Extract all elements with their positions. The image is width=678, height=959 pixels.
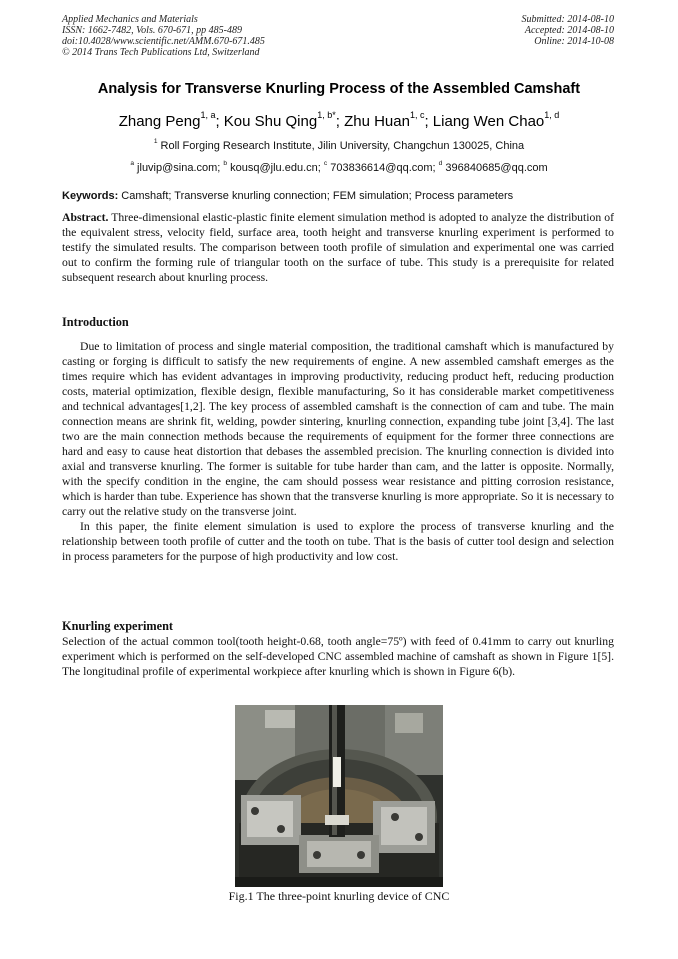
keywords-label: Keywords: <box>62 190 119 202</box>
email-list <box>0 162 678 174</box>
journal-header <box>62 14 265 58</box>
introduction-body <box>62 339 614 564</box>
author-separator: ; <box>424 113 433 130</box>
author-affiliation-mark: 1, b* <box>317 110 336 121</box>
knurling-body <box>62 634 614 679</box>
paper-title: Analysis for Transverse Knurling Process of the Assembled Camshaft <box>97 81 581 97</box>
section-heading-knurling-experiment: Knurling experiment <box>62 619 174 633</box>
online-date: Online: 2014-10-08 <box>534 36 614 47</box>
email-mark: b <box>223 160 228 168</box>
author-name: Zhu Huan <box>344 113 410 130</box>
copyright-line: © 2014 Trans Tech Publications Ltd, Switzerland <box>62 47 260 58</box>
dates-header <box>522 14 615 47</box>
affiliation-text: Roll Forging Research Institute, Jilin University, Changchun 130025, China <box>157 140 525 152</box>
abstract-label: Abstract. <box>62 211 109 224</box>
paragraph: In this paper, the finite element simulation is used to explore the process of transverse knurling and the relationship between tooth profile of cutter and the tooth on tube. That is the basis of cutter tool design and selection in process parameters for the purpose of high productivity and low cost. <box>62 520 614 563</box>
email-address[interactable]: kousq@jlu.edu.cn; <box>227 162 324 174</box>
author-separator: ; <box>215 113 224 130</box>
author-name: Liang Wen Chao <box>432 113 545 130</box>
email-address[interactable]: 703836614@qq.com; <box>327 162 439 174</box>
abstract <box>62 210 614 285</box>
abstract-text: Three-dimensional elastic-plastic finite element simulation method is adopted to analyze the distribution of the equivalent stress, velocity field, surface area, tooth height and transverse knurling experiment is performed to testify the simulated results. The comparison between tooth profile of simulation and experimental one was carried out to confirm the forming rule of triangular tooth on the surface of tube. This study is a prerequisite for related subsequent research about knurling process. <box>62 211 614 284</box>
author-affiliation-mark: 1, d <box>544 110 560 121</box>
issn-line: ISSN: 1662-7482, Vols. 670-671, pp 485-489 <box>62 25 242 36</box>
journal-name: Applied Mechanics and Materials <box>62 14 198 25</box>
author-affiliation-mark: 1, c <box>409 110 425 121</box>
author-affiliation-mark: 1, a <box>200 110 216 121</box>
figure-1-caption: Fig.1 The three-point knurling device of CNC <box>228 889 450 903</box>
author-name: Zhang Peng <box>118 113 201 130</box>
email-address[interactable]: 396840685@qq.com <box>442 162 548 174</box>
email-mark: a <box>130 160 134 168</box>
figure-1-photo <box>235 705 443 887</box>
email-mark: d <box>438 160 443 168</box>
author-separator: ; <box>335 113 345 130</box>
paragraph: Due to limitation of process and single material composition, the traditional camshaft which is manufactured by casting or forging is difficult to satisfy the new requirements of engine. A new assembled camshaft emerges as the times require which has evident advantages in improving productivity, reducing product heft, reducing production costs, material optimization, flexible design, flexible manufacturing, So it has considerable market competitiveness and technical advantages[1,2]. The key process of assembled camshaft is the connection of cam and tube. The main connection means are shrink fit, welding, powder sintering, knurling connection, expanding tube joint [3,4]. The last two are the main connection methods because the requirements of equipment for the former three connections are hard and easy to cause heat distortion that debases the assembled precision. The knurling connection is divided into axial and transverse knurling. The former is suitable for tube harder than cam, and the latter is opposite. Normally, with the specify condition in the engine, the cam should possess wear resistance and pitting corrosion resistance, which is harder than tube. Experience has shown that the transverse knurling is more appropriate. So it is necessary to carry out the relative study on the transverse joint. <box>62 340 614 518</box>
submitted-date: Submitted: 2014-08-10 <box>521 14 614 25</box>
section-heading-introduction: Introduction <box>62 315 129 329</box>
email-mark: c <box>323 160 328 168</box>
author-list <box>0 110 678 130</box>
author-name: Kou Shu Qing <box>223 113 318 130</box>
email-address[interactable]: jluvip@sina.com; <box>134 162 224 174</box>
knurling-device-illustration <box>235 705 443 887</box>
doi-line: doi:10.4028/www.scientific.net/AMM.670-671.485 <box>62 36 265 47</box>
affiliation <box>0 140 678 152</box>
affiliation-mark: 1 <box>153 138 158 146</box>
keywords <box>62 190 622 202</box>
accepted-date: Accepted: 2014-08-10 <box>524 25 614 36</box>
keywords-text: Camshaft; Transverse knurling connection; FEM simulation; Process parameters <box>118 190 514 202</box>
paragraph: Selection of the actual common tool(tooth height-0.68, tooth angle=75º) with feed of 0.41mm to carry out knurling experiment which is performed on the self-developed CNC assembled machine of camshaft as shown in Figure 1[5]. The longitudinal profile of experimental workpiece after knurling which is shown in Figure 6(b). <box>62 635 614 678</box>
